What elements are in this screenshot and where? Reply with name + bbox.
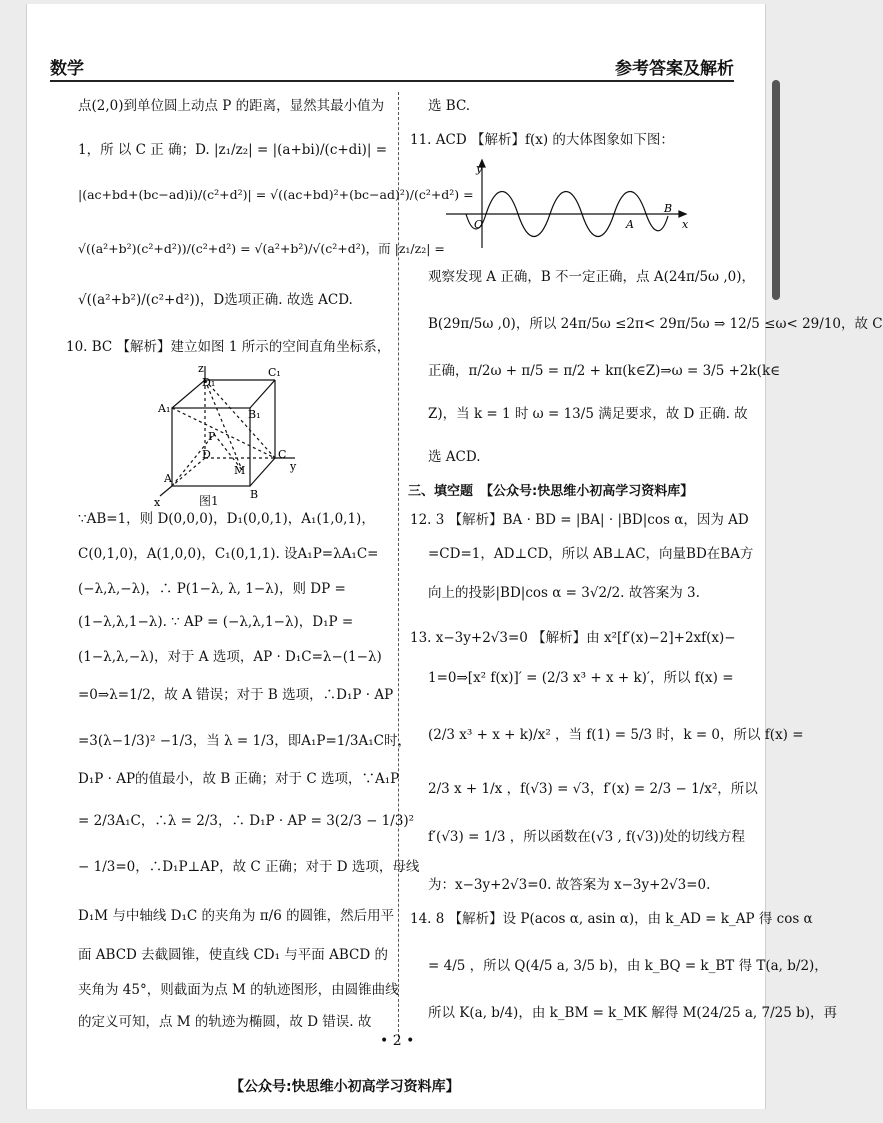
text-line: 选 ACD. bbox=[428, 449, 481, 465]
q10-line: 10. BC 【解析】建立如图 1 所示的空间直角坐标系， bbox=[66, 339, 391, 355]
subject-title: 数学 bbox=[50, 59, 84, 79]
label-C: C bbox=[278, 448, 287, 461]
label-D: D bbox=[202, 448, 211, 461]
text-line: |(ac+bd+(bc−ad)i)/(c²+d²)| = √((ac+bd)²+(bc−ad)²)/(c²+d²) = bbox=[78, 187, 474, 202]
text-line: D₁P · AP的值最小，故 B 正确；对于 C 选项，∵A₁P bbox=[78, 771, 400, 787]
cube-figure bbox=[150, 362, 310, 512]
label-y: y bbox=[290, 460, 297, 473]
text-line: 2/3 x + 1/x ，f(√3) = √3，f′(x) = 2/3 − 1/x²，所以 bbox=[428, 781, 758, 797]
x-axis-arrow bbox=[679, 211, 686, 217]
q11-line: 11. ACD 【解析】f(x) 的大体图象如下图： bbox=[410, 132, 674, 148]
label-A1: A₁ bbox=[158, 402, 171, 415]
text-line: 观察发现 A 正确，B 不一定正确，点 A(24π/5ω ,0)， bbox=[428, 269, 755, 285]
label-z: z bbox=[198, 362, 204, 375]
label-C1: C₁ bbox=[268, 366, 281, 379]
text-line: = 4/5 ，所以 Q(4/5 a, 3/5 b)，由 k_BQ = k_BT 得 T(a, b/2)， bbox=[428, 958, 828, 974]
text-line: =3(λ−1/3)² −1/3，当 λ = 1/3，即A₁P=1/3A₁C时， bbox=[78, 733, 412, 749]
text-line: 向上的投影|BD|cos α = 3√2/2. 故答案为 3. bbox=[428, 585, 700, 601]
text-line: =0⇒λ=1/2，故 A 错误；对于 B 选项，∴D₁P · AP bbox=[78, 687, 394, 703]
label-B1: B₁ bbox=[248, 408, 261, 421]
q12-line: 12. 3 【解析】BA · BD = |BA| · |BD|cos α，因为 AD bbox=[410, 512, 749, 528]
text-line: (−λ,λ,−λ)，∴ P(1−λ, λ, 1−λ)，则 DP = bbox=[78, 581, 346, 597]
label-x: x bbox=[154, 496, 161, 509]
q14-line: 14. 8 【解析】设 P(acos α, asin α)，由 k_AD = k_AP 得 cos α bbox=[410, 911, 813, 927]
label-P: P bbox=[208, 430, 216, 443]
text-line: 正确，π/2ω + π/5 = π/2 + kπ(k∈Z)⇒ω = 3/5 +2k(k∈ bbox=[428, 363, 781, 379]
text-line: 面 ABCD 去截圆锥，使直线 CD₁ 与平面 ABCD 的 bbox=[78, 947, 388, 963]
section-heading: 三、填空题 bbox=[408, 484, 474, 499]
label-y: y bbox=[476, 162, 483, 175]
label-A: A bbox=[626, 218, 634, 231]
text-line: 夹角为 45°，则截面为点 M 的轨迹图形，由圆锥曲线 bbox=[78, 982, 399, 998]
text-line: 1，所 以 C 正 确；D. |z₁/z₂| = |(a+bi)/(c+di)| = bbox=[78, 142, 388, 158]
page-number: • 2 • bbox=[380, 1033, 415, 1049]
label-A: A bbox=[164, 472, 172, 485]
label-B: B bbox=[664, 202, 673, 215]
text-line: − 1/3=0，∴D₁P⊥AP，故 C 正确；对于 D 选项，母线 bbox=[78, 859, 420, 875]
sine-graph bbox=[446, 156, 696, 252]
text-line: √((a²+b²)(c²+d²))/(c²+d²) = √(a²+b²)/√(c²+d²)，而 |z₁/z₂| = bbox=[78, 241, 445, 256]
text-line: B(29π/5ω ,0)，所以 24π/5ω ≤2π< 29π/5ω ⇒ 12/5 ≤ω< 29/10，故 C bbox=[428, 316, 883, 332]
text-line: Z)，当 k = 1 时 ω = 13/5 满足要求，故 D 正确. 故 bbox=[428, 406, 748, 422]
text-line: (1−λ,λ,−λ)，对于 A 选项，AP · D₁C=λ−(1−λ) bbox=[78, 649, 382, 665]
label-O: O bbox=[474, 218, 484, 231]
text-line: ∵AB=1，则 D(0,0,0)，D₁(0,0,1)，A₁(1,0,1)， bbox=[78, 511, 375, 527]
text-line: = 2/3A₁C，∴λ = 2/3，∴ D₁P · AP = 3(2/3 − 1/3)² bbox=[78, 813, 415, 829]
text-line: √((a²+b²)/(c²+d²))，D选项正确. 故选 ACD. bbox=[78, 292, 353, 308]
scrollbar[interactable] bbox=[772, 80, 780, 300]
q13-line: 13. x−3y+2√3=0 【解析】由 x²[f′(x)−2]+2xf(x)− bbox=[410, 630, 736, 646]
label-B: B bbox=[250, 488, 259, 501]
text-line: 为：x−3y+2√3=0. 故答案为 x−3y+2√3=0. bbox=[428, 877, 711, 893]
text-line: 选 BC. bbox=[428, 98, 471, 114]
text-line: 的定义可知，点 M 的轨迹为椭圆，故 D 错误. 故 bbox=[78, 1014, 372, 1030]
text-line: 所以 K(a, b/4)，由 k_BM = k_MK 解得 M(24/25 a, 7/25 b)，再 bbox=[428, 1005, 838, 1021]
page-header bbox=[50, 48, 734, 82]
column-divider bbox=[398, 92, 399, 1042]
promo-text: 【公众号:快思维小初高学习资料库】 bbox=[480, 484, 694, 499]
label-x: x bbox=[682, 218, 689, 231]
text-line: (2/3 x³ + x + k)/x² ，当 f(1) = 5/3 时，k = 0，所以 f(x) = bbox=[428, 727, 804, 743]
label-M: M bbox=[234, 464, 246, 477]
label-D1: D₁ bbox=[202, 376, 216, 389]
figure-caption: 图1 bbox=[199, 494, 219, 508]
text-line: 1=0⇒[x² f(x)]′ = (2/3 x³ + x + k)′，所以 f(x) = bbox=[428, 670, 734, 686]
footer-promo: 【公众号:快思维小初高学习资料库】 bbox=[230, 1079, 460, 1095]
text-line: f′(√3) = 1/3 ，所以函数在(√3 , f(√3))处的切线方程 bbox=[428, 829, 746, 845]
text-line: D₁M 与中轴线 D₁C 的夹角为 π/6 的圆锥，然后用平 bbox=[78, 908, 395, 924]
text-line: =CD=1，AD⊥CD，所以 AB⊥AC，向量BD在BA方 bbox=[428, 546, 754, 562]
section-title: 参考答案及解析 bbox=[615, 59, 734, 79]
text-line: 点(2,0)到单位圆上动点 P 的距离，显然其最小值为 bbox=[78, 98, 385, 114]
text-line: (1−λ,λ,1−λ). ∵ AP = (−λ,λ,1−λ)，D₁P = bbox=[78, 614, 354, 630]
text-line: C(0,1,0)，A(1,0,0)，C₁(0,1,1). 设A₁P=λA₁C= bbox=[78, 546, 379, 562]
